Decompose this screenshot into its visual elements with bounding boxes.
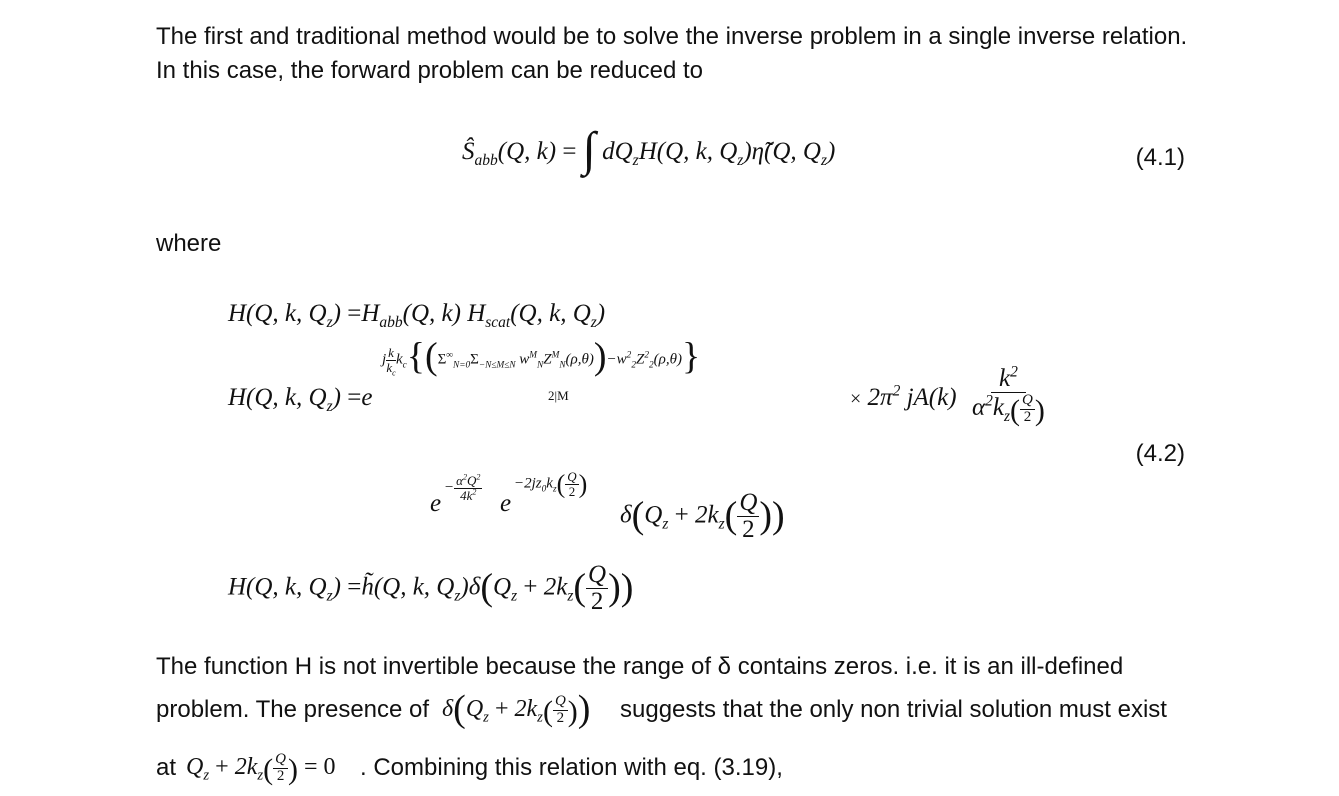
outro-inline-equation: $Q_z + 2k_z$( $\frac{Q}{2}$ ) = 0	[186, 751, 336, 786]
equation-number-4-1: (4.1)	[1135, 144, 1185, 171]
exponent-subscript: 2|M	[548, 388, 569, 403]
exponent-gaussian: − $\frac{\alpha^2Q^2}{4k^2}$	[444, 472, 481, 503]
intro-paragraph	[156, 20, 1186, 88]
equation-4-2-factor: × $2\pi^2$ jA(k)	[850, 382, 957, 411]
equation-4-2-line-1: H(Q, k, $Q_z) =H_{abb}(Q$, k) $H_{scat}(Q$, k, $Q_z$)	[228, 300, 606, 331]
outro-line-1: The function H is not invertible because the range of δ contains zeros. i.e. it is an ill-defined	[156, 653, 1124, 680]
outro-inline-delta: $\delta(Q_z + 2k_z$( $\frac{Q}{2}$ ))	[442, 687, 591, 730]
equation-4-1: $Ŝ_{abb}(Q$, k) = ∫ $dQ_zH(Q$, k, $Q_z)\etã̃(Q$, $Q_z$)	[462, 123, 836, 176]
intro-line-2: In this case, the forward problem can be reduced to	[156, 57, 703, 84]
equation-4-2-line-4: H(Q, k, $Q_z$) =h̃(Q, k, $Q_z)\delta(Q_z + 2k_z$( $\frac{Q}{2}$ ))	[228, 561, 634, 616]
where-label: where	[156, 230, 222, 257]
exponent-phase: $-2jz_0k_z$( $\frac{Q}{2}$ )	[514, 469, 588, 499]
outro-line-3-start: at	[156, 754, 177, 781]
equation-4-2-line-3: e	[430, 490, 442, 517]
equation-4-2-line-2a: H(Q, k, $Q_z) =e$	[228, 384, 373, 415]
equation-number-4-2: (4.2)	[1135, 440, 1185, 467]
equation-4-2-line-3b: e	[500, 490, 512, 517]
outro-line-3-end: . Combining this relation with eq. (3.19),	[360, 754, 783, 781]
outro-line-2-start: problem. The presence of	[156, 696, 430, 723]
equation-4-2-delta: $\delta(Q_z + 2k_z$( $\frac{Q}{2}$ ))	[620, 489, 785, 544]
intro-line-1: The first and traditional method would be to solve the inverse problem in a single inverse relation.	[156, 23, 1188, 50]
exponent-series: j $\frac{k}{k_c}$ $k_c\{(\Sigma^\infty_{N=0}\Sigma_{-N\le M\le N}$ $w^M_NZ^M_N(\rho,\theta))-w^2_2Z^2_2(\rho,\theta)$}	[382, 335, 701, 378]
equation-4-2-fraction: $k^2$ $\alpha^2k_z$( $\frac{Q}{2}$ )	[972, 363, 1045, 428]
outro-line-2-end: suggests that the only non trivial solution must exist	[620, 696, 1167, 723]
